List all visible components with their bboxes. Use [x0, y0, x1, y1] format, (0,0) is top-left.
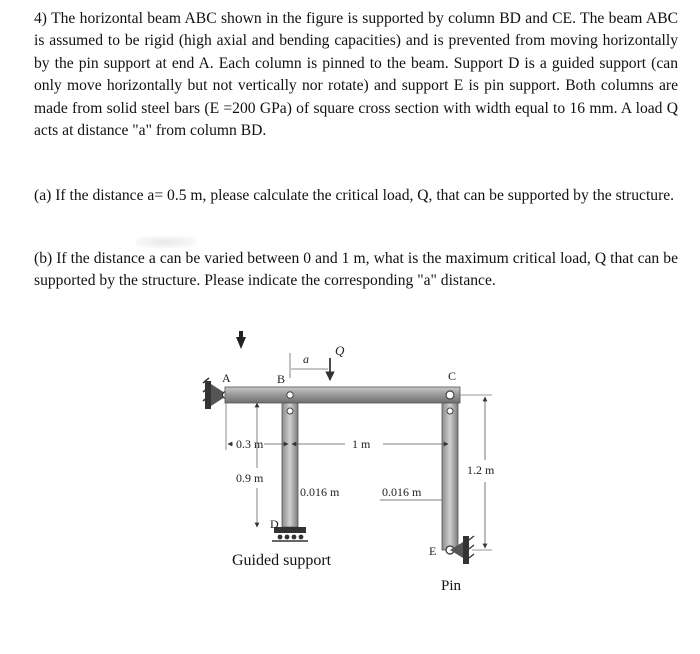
dim-AB-label: 0.3 m: [236, 437, 264, 451]
width-BD-label: 0.016 m: [300, 485, 340, 499]
label-A: A: [222, 371, 231, 385]
label-E: E: [429, 544, 437, 558]
label-C: C: [448, 369, 457, 383]
cursor-mark: [236, 331, 246, 349]
column-CE: [442, 403, 458, 550]
label-D: D: [270, 517, 279, 531]
dimension-a: [290, 353, 328, 378]
label-Q: Q: [335, 343, 345, 358]
question-part-a: (a) If the distance a= 0.5 m, please calculate the critical load, Q, that can be supported by the structure.: [34, 187, 675, 204]
dim-CE-label: 1.2 m: [467, 463, 495, 477]
question-part-b: (b) If the distance a can be varied between 0 and 1 m, what is the maximum critical load, Q that can be supported by the structure. Please indicate the corresponding "a" distance.: [34, 250, 678, 290]
width-CE-label: 0.016 m: [382, 485, 422, 499]
column-BD: [282, 403, 298, 527]
dim-BC-label: 1 m: [352, 437, 371, 451]
beam-ABC: [225, 387, 460, 403]
label-a: a: [303, 352, 309, 366]
dim-BD-label: 0.9 m: [236, 471, 264, 485]
pin-label: Pin: [441, 578, 462, 594]
label-B: B: [277, 372, 286, 386]
guided-support-label: Guided support: [232, 552, 332, 569]
problem-statement: 4) The horizontal beam ABC shown in the figure is supported by column BD and CE. The beam ABC is assumed to be rigid (high axial and bending capacities) and is prevented from moving horizontally by the pin support at end A. Each column is pinned to the beam. Support D is a guided support (can only move horizontally but not vertically nor rotate) and support E is pin support. Both columns are made from solid steel bars (E =200 GPa) of square cross section with width equal to 16 mm. A load Q acts at distance "a" from column BD.: [34, 10, 678, 140]
